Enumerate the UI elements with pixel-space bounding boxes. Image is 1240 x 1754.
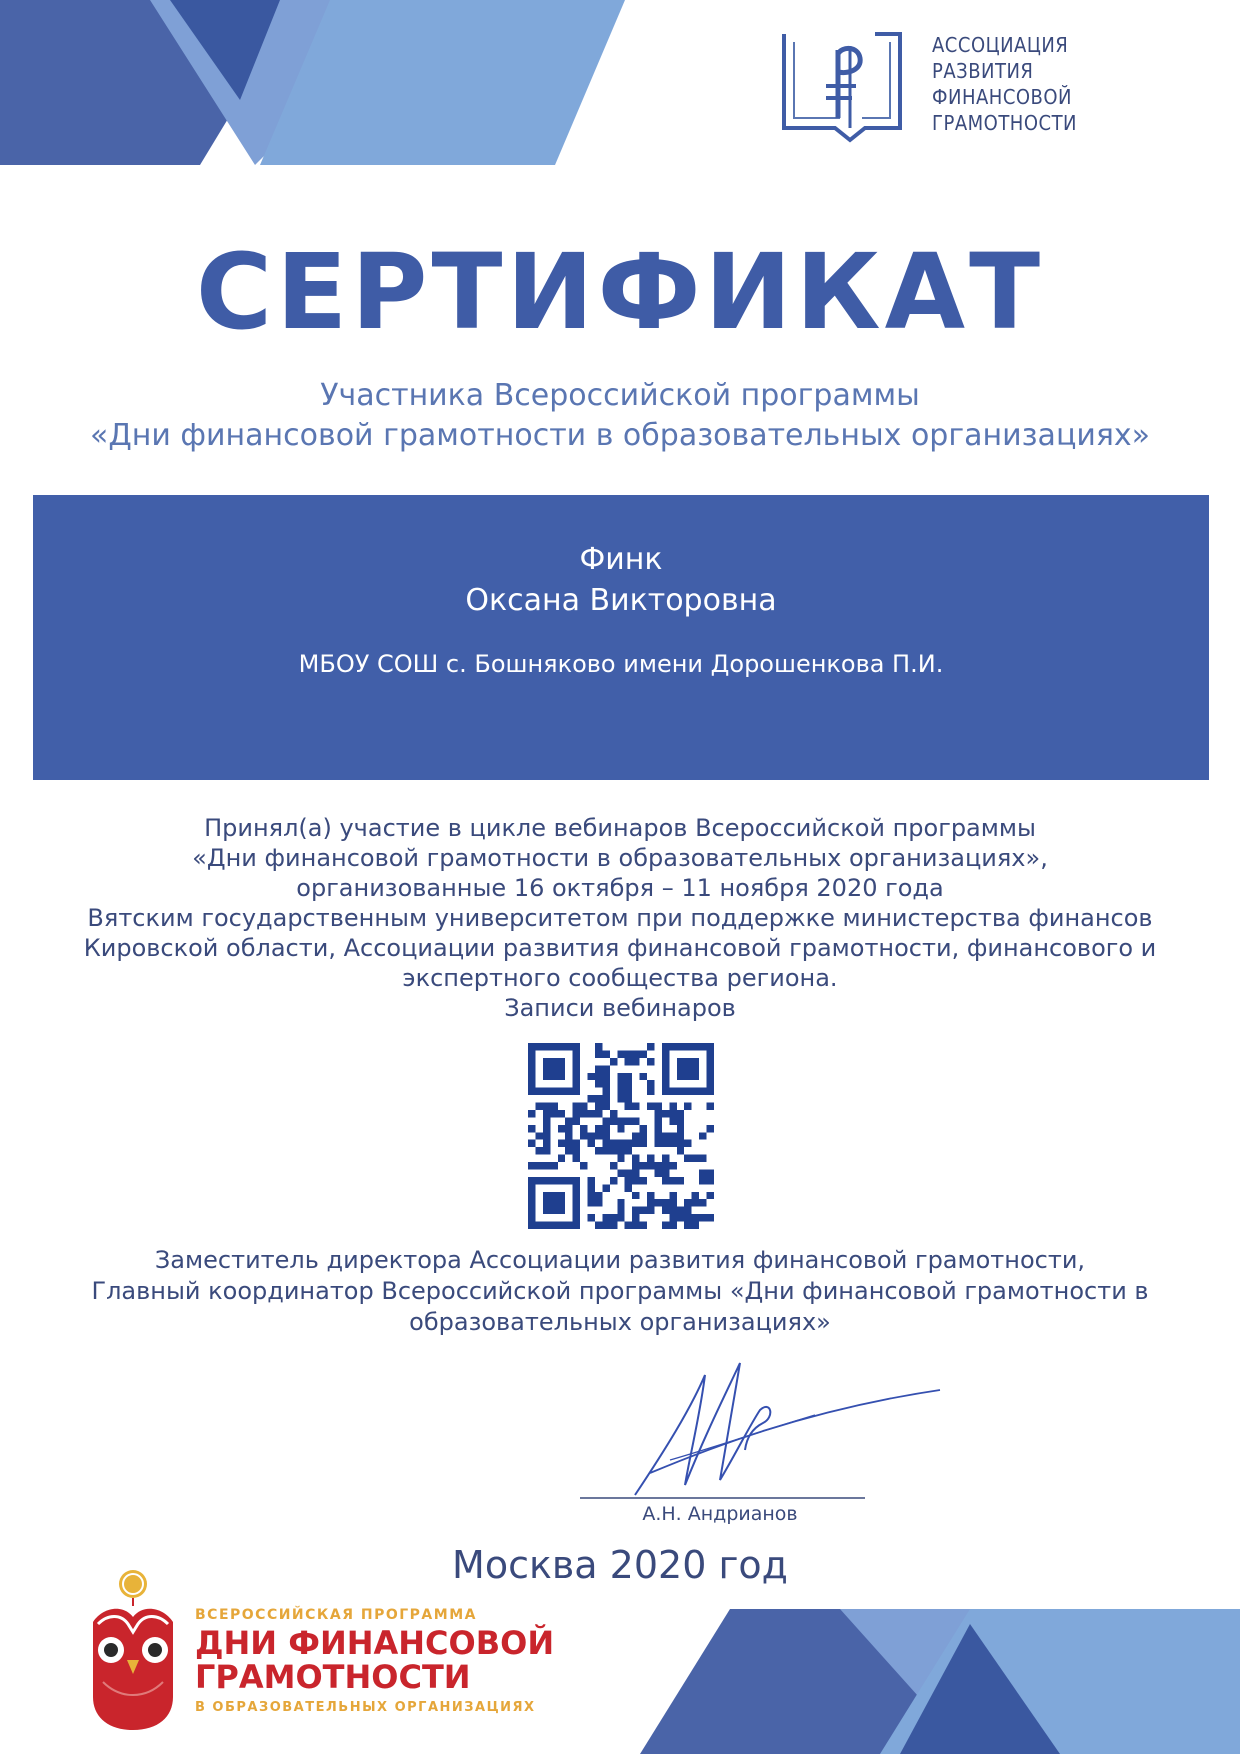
qr-finder-pattern (677, 1058, 699, 1080)
qr-module (647, 1080, 654, 1087)
body-line6: экспертного сообщества региона. (402, 964, 838, 992)
qr-module (617, 1050, 624, 1057)
qr-module (625, 1073, 632, 1080)
qr-module (632, 1058, 639, 1065)
qr-module (610, 1140, 617, 1147)
qr-module (647, 1199, 654, 1206)
qr-module (625, 1169, 632, 1176)
qr-module (588, 1214, 595, 1221)
qr-module (684, 1207, 691, 1214)
qr-module (684, 1155, 691, 1162)
qr-module (692, 1155, 699, 1162)
qr-module (640, 1140, 647, 1147)
qr-module (640, 1207, 647, 1214)
body-line1: Принял(а) участие в цикле вебинаров Всероссийской программы (204, 814, 1036, 842)
qr-module (647, 1162, 654, 1169)
qr-module (707, 1103, 714, 1110)
qr-module (602, 1214, 609, 1221)
qr-module (595, 1222, 602, 1229)
signer-title (40, 1245, 1200, 1338)
qr-module (662, 1110, 669, 1117)
qr-module (625, 1117, 632, 1124)
qr-module (565, 1117, 572, 1124)
qr-module (617, 1155, 624, 1162)
qr-module (677, 1117, 684, 1124)
qr-module (535, 1162, 542, 1169)
association-name-line4: ГРАМОТНОСТИ (932, 111, 1078, 135)
qr-module (625, 1088, 632, 1095)
program-logo (88, 1562, 648, 1732)
association-name (932, 32, 1077, 136)
qr-module (580, 1125, 587, 1132)
qr-module (654, 1162, 661, 1169)
certificate-subtitle (0, 376, 1240, 456)
qr-module (610, 1214, 617, 1221)
program-logo-line1: ВСЕРОССИЙСКАЯ ПРОГРАММА (195, 1607, 477, 1623)
qr-module (640, 1125, 647, 1132)
qr-module (684, 1199, 691, 1206)
qr-module (692, 1192, 699, 1199)
qr-module (654, 1117, 661, 1124)
qr-module (550, 1110, 557, 1117)
qr-module (602, 1147, 609, 1154)
qr-module (625, 1140, 632, 1147)
qr-module (707, 1192, 714, 1199)
association-name-line1: АССОЦИАЦИЯ (932, 33, 1069, 57)
qr-module (617, 1095, 624, 1102)
qr-module (543, 1162, 550, 1169)
qr-module (610, 1222, 617, 1229)
qr-module (662, 1155, 669, 1162)
qr-module (677, 1207, 684, 1214)
qr-module (573, 1103, 580, 1110)
qr-module (662, 1199, 669, 1206)
qr-module (543, 1140, 550, 1147)
qr-module (617, 1199, 624, 1206)
qr-module (617, 1207, 624, 1214)
subtitle-line2: «Дни финансовой грамотности в образовательных организациях» (89, 418, 1151, 453)
qr-module (610, 1117, 617, 1124)
qr-module (699, 1199, 706, 1206)
owl-icon (88, 1562, 188, 1732)
signature (575, 1355, 955, 1505)
qr-module (588, 1184, 595, 1191)
qr-module (647, 1088, 654, 1095)
qr-code[interactable] (528, 1043, 714, 1229)
qr-module (535, 1132, 542, 1139)
qr-module (602, 1065, 609, 1072)
qr-module (602, 1095, 609, 1102)
qr-module (617, 1117, 624, 1124)
qr-module (707, 1169, 714, 1176)
signer-title-line2: Главный координатор Всероссийской программы «Дни финансовой грамотности в (91, 1277, 1149, 1305)
qr-module (654, 1169, 661, 1176)
qr-module (580, 1110, 587, 1117)
qr-module (662, 1132, 669, 1139)
qr-module (565, 1132, 572, 1139)
qr-module (580, 1162, 587, 1169)
book-ruble-icon (780, 28, 920, 148)
association-logo (780, 28, 1110, 148)
qr-module (625, 1103, 632, 1110)
qr-module (692, 1222, 699, 1229)
qr-module (602, 1132, 609, 1139)
qr-module (595, 1147, 602, 1154)
qr-module (632, 1169, 639, 1176)
qr-module (632, 1162, 639, 1169)
qr-module (535, 1147, 542, 1154)
qr-module (625, 1050, 632, 1057)
qr-module (699, 1169, 706, 1176)
qr-module (602, 1125, 609, 1132)
bottom-decoration (640, 1609, 1240, 1754)
qr-module (588, 1177, 595, 1184)
qr-module (647, 1103, 654, 1110)
qr-module (565, 1140, 572, 1147)
qr-module (588, 1095, 595, 1102)
qr-module (692, 1214, 699, 1221)
certificate-title: СЕРТИФИКАТ (195, 231, 1045, 353)
association-name-line2: РАЗВИТИЯ (932, 59, 1034, 83)
program-logo-line3: ГРАМОТНОСТИ (195, 1658, 471, 1696)
qr-module (588, 1073, 595, 1080)
webinar-records-label: Записи вебинаров (504, 994, 736, 1022)
qr-module (610, 1147, 617, 1154)
qr-module (610, 1177, 617, 1184)
qr-module (640, 1050, 647, 1057)
qr-module (595, 1073, 602, 1080)
qr-module (669, 1103, 676, 1110)
body-line5: Кировской области, Ассоциации развития финансовой грамотности, финансового и (83, 934, 1157, 962)
qr-module (654, 1140, 661, 1147)
qr-module (573, 1147, 580, 1154)
qr-module (588, 1199, 595, 1206)
qr-module (573, 1117, 580, 1124)
qr-module (669, 1140, 676, 1147)
qr-module (707, 1125, 714, 1132)
qr-module (580, 1103, 587, 1110)
qr-module (684, 1214, 691, 1221)
qr-module (558, 1125, 565, 1132)
qr-finder-pattern (543, 1058, 565, 1080)
qr-module (602, 1103, 609, 1110)
qr-module (543, 1132, 550, 1139)
qr-module (543, 1147, 550, 1154)
qr-finder-pattern (543, 1192, 565, 1214)
qr-module (632, 1214, 639, 1221)
qr-module (558, 1110, 565, 1117)
qr-module (669, 1177, 676, 1184)
qr-module (602, 1184, 609, 1191)
qr-module (699, 1177, 706, 1184)
qr-module (617, 1080, 624, 1087)
body-line4: Вятским государственным университетом при поддержке министерства финансов (87, 904, 1153, 932)
signer-title-line1: Заместитель директора Ассоциации развития финансовой грамотности, (154, 1246, 1086, 1274)
qr-module (528, 1110, 535, 1117)
qr-module (632, 1050, 639, 1057)
qr-module (588, 1132, 595, 1139)
qr-module (647, 1192, 654, 1199)
qr-module (610, 1110, 617, 1117)
qr-module (640, 1177, 647, 1184)
qr-module (610, 1162, 617, 1169)
qr-module (647, 1058, 654, 1065)
qr-module (617, 1088, 624, 1095)
qr-module (625, 1095, 632, 1102)
recipient-school: МБОУ СОШ с. Бошняково имени Дорошенкова П.И. (298, 650, 944, 678)
qr-module (617, 1169, 624, 1176)
qr-module (669, 1132, 676, 1139)
qr-module (640, 1222, 647, 1229)
qr-module (595, 1043, 602, 1050)
qr-module (588, 1110, 595, 1117)
qr-module (632, 1155, 639, 1162)
qr-module (588, 1140, 595, 1147)
qr-module (558, 1155, 565, 1162)
qr-module (595, 1125, 602, 1132)
qr-module (654, 1125, 661, 1132)
qr-module (550, 1162, 557, 1169)
qr-module (602, 1073, 609, 1080)
qr-module (602, 1050, 609, 1057)
qr-module (677, 1132, 684, 1139)
qr-module (595, 1080, 602, 1087)
top-decoration (0, 0, 640, 165)
qr-module (669, 1117, 676, 1124)
qr-module (625, 1080, 632, 1087)
qr-module (528, 1162, 535, 1169)
qr-module (669, 1214, 676, 1221)
qr-module (677, 1147, 684, 1154)
qr-module (625, 1177, 632, 1184)
qr-module (602, 1222, 609, 1229)
qr-module (535, 1103, 542, 1110)
qr-module (573, 1155, 580, 1162)
qr-module (640, 1132, 647, 1139)
qr-module (662, 1169, 669, 1176)
qr-module (677, 1140, 684, 1147)
qr-module (647, 1207, 654, 1214)
qr-module (632, 1132, 639, 1139)
qr-module (543, 1110, 550, 1117)
qr-module (573, 1110, 580, 1117)
program-logo-line4: В ОБРАЗОВАТЕЛЬНЫХ ОРГАНИЗАЦИЯХ (195, 1700, 536, 1715)
qr-module (602, 1117, 609, 1124)
qr-module (588, 1192, 595, 1199)
qr-module (699, 1155, 706, 1162)
qr-module (677, 1110, 684, 1117)
qr-module (669, 1222, 676, 1229)
qr-module (602, 1088, 609, 1095)
qr-module (677, 1214, 684, 1221)
qr-module (632, 1117, 639, 1124)
qr-module (543, 1103, 550, 1110)
qr-module (647, 1043, 654, 1050)
qr-module (669, 1192, 676, 1199)
qr-module (617, 1073, 624, 1080)
qr-module (632, 1177, 639, 1184)
qr-module (558, 1140, 565, 1147)
recipient-band (33, 495, 1209, 780)
qr-module (610, 1058, 617, 1065)
program-logo-line2: ДНИ ФИНАНСОВОЙ (195, 1624, 555, 1662)
association-name-line3: ФИНАНСОВОЙ (932, 85, 1073, 109)
qr-module (625, 1222, 632, 1229)
qr-module (632, 1140, 639, 1147)
signer-name: А.Н. Андрианов (642, 1503, 798, 1525)
qr-module (602, 1080, 609, 1087)
qr-module (654, 1110, 661, 1117)
qr-module (625, 1184, 632, 1191)
qr-module (595, 1103, 602, 1110)
qr-module (595, 1065, 602, 1072)
qr-module (707, 1214, 714, 1221)
qr-module (632, 1192, 639, 1199)
qr-module (617, 1140, 624, 1147)
qr-module (654, 1103, 661, 1110)
qr-module (573, 1140, 580, 1147)
qr-module (595, 1095, 602, 1102)
qr-module (617, 1214, 624, 1221)
qr-module (543, 1125, 550, 1132)
qr-module (662, 1222, 669, 1229)
recipient-given-names: Оксана Викторовна (465, 583, 777, 618)
body-line2: «Дни финансовой грамотности в образовательных организациях», (192, 844, 1048, 872)
qr-module (565, 1147, 572, 1154)
qr-module (707, 1177, 714, 1184)
qr-module (543, 1117, 550, 1124)
city-year: Москва 2020 год (452, 1543, 788, 1587)
qr-module (662, 1162, 669, 1169)
qr-module (640, 1162, 647, 1169)
qr-module (595, 1199, 602, 1206)
subtitle-line1: Участника Всероссийской программы (320, 378, 920, 413)
qr-module (595, 1132, 602, 1139)
qr-module (684, 1103, 691, 1110)
qr-module (632, 1222, 639, 1229)
qr-module (684, 1222, 691, 1229)
qr-module (632, 1103, 639, 1110)
qr-module (677, 1125, 684, 1132)
qr-module (595, 1110, 602, 1117)
qr-module (595, 1192, 602, 1199)
qr-module (677, 1177, 684, 1184)
qr-module (625, 1058, 632, 1065)
qr-module (528, 1140, 535, 1147)
qr-module (632, 1207, 639, 1214)
qr-module (662, 1177, 669, 1184)
qr-module (625, 1147, 632, 1154)
qr-module (669, 1162, 676, 1169)
qr-module (640, 1073, 647, 1080)
qr-module (647, 1155, 654, 1162)
qr-module (684, 1140, 691, 1147)
qr-module (669, 1199, 676, 1206)
qr-module (662, 1140, 669, 1147)
qr-module (602, 1140, 609, 1147)
signer-title-line3: образовательных организациях» (409, 1308, 831, 1336)
qr-module (699, 1132, 706, 1139)
qr-module (617, 1125, 624, 1132)
qr-module (662, 1207, 669, 1214)
recipient-surname: Финк (579, 542, 663, 577)
qr-module (669, 1110, 676, 1117)
qr-module (580, 1132, 587, 1139)
qr-module (692, 1199, 699, 1206)
qr-module (565, 1125, 572, 1132)
qr-module (669, 1207, 676, 1214)
body-line3: организованные 16 октября – 11 ноября 2020 года (296, 874, 944, 902)
qr-module (550, 1103, 557, 1110)
qr-module (654, 1132, 661, 1139)
qr-module (654, 1199, 661, 1206)
qr-module (617, 1147, 624, 1154)
qr-module (595, 1050, 602, 1057)
qr-module (528, 1125, 535, 1132)
qr-module (699, 1214, 706, 1221)
participation-text (40, 813, 1200, 1023)
